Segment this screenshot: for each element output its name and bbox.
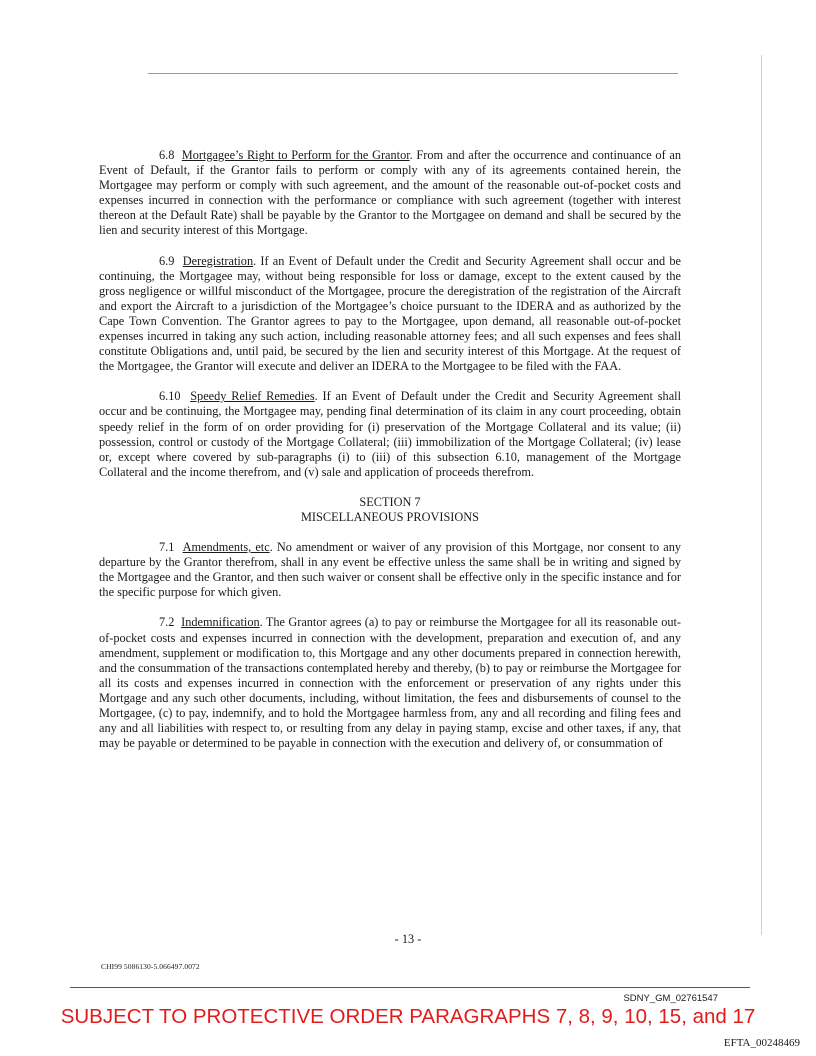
paragraph-heading: Mortgagee’s Right to Perform for the Grantor <box>181 148 410 162</box>
paragraph-body: . No amendment or waiver of any provision of this Mortgage, nor consent to any departure by the Grantor therefrom, shall in any event be effective unless the same shall be in writing and signed by the Mortgagee and the Grantor, and then such waiver or consent shall be effective only in the specific instance and for the specific purpose for which given. <box>99 540 681 600</box>
paragraph-6-9 <box>99 254 681 375</box>
paragraph-heading: Deregistration <box>182 253 254 268</box>
paragraph-number: 6.9 <box>159 253 175 268</box>
paragraph-number: 7.1 <box>159 540 175 555</box>
paragraph-number: 6.10 <box>159 389 181 404</box>
paragraph-body: . From and after the occurrence and continuance of an Event of Default, if the Grantor fails to perform or comply with any of its agreements contained herein, the Mortgagee may perform or comply with such agreement, and the amount of the reasonable out-of-pocket costs and expenses incurred in connection with the performance or compliance with such agreement (together with interest thereon at the Default Rate) shall be payable by the Grantor to the Mortgagee on demand and shall be secured by the lien and security interest of this Mortgage. <box>99 148 681 238</box>
bottom-rule <box>70 987 750 988</box>
section-number: SECTION 7 <box>359 494 421 509</box>
paragraph-heading: Speedy Relief Remedies <box>190 389 315 404</box>
paragraph-heading: Indemnification <box>181 615 260 630</box>
document-id: CHI99 5086130-5.066497.0072 <box>101 962 200 971</box>
top-rule <box>148 73 678 74</box>
paragraph-heading: Amendments, etc <box>182 540 270 555</box>
paragraph-body: . If an Event of Default under the Credit and Security Agreement shall occur and be continuing, the Mortgagee may, pending final determination of its claim in any court proceeding, obtain speedy relief in the form of on order providing for (i) preservation of the Mortgage Collateral and its value; (ii) possession, control or custody of the Mortgage Collateral; (iii) immobilization of the Mortgage Collateral; (iv) lease or, except where covered by sub-paragraphs (i) to (iii) of this subsection 6.10, management of the Mortgage Collateral and the income therefrom, and (v) sale and application of proceeds therefrom. <box>99 389 681 479</box>
paragraph-number: 7.2 <box>159 615 175 630</box>
document-body <box>99 148 681 766</box>
section-title: MISCELLANEOUS PROVISIONS <box>301 509 479 524</box>
paragraph-7-2 <box>99 615 681 751</box>
paragraph-body: . The Grantor agrees (a) to pay or reimburse the Mortgagee for all its reasonable out-of-pocket costs and expenses incurred in connection with the development, preparation and execution of, and any amendment, supplement or modification to, this Mortgage and any other documents prepared in connection herewith, and the consummation of the transactions contemplated hereby and thereby, (b) to pay or reimburse the Mortgagee for all its costs and expenses incurred in connection with the enforcement or preservation of any rights under this Mortgage and any such other documents, including, without limitation, the fees and disbursements of counsel to the Mortgagee, (c) to pay, indemnify, and to hold the Mortgagee harmless from, any and all recording and filing fees and any and all liabilities with respect to, or resulting from any delay in paying stamp, excise and other taxes, if any, that may be payable or determined to be payable in connection with the execution and delivery of, or consummation of <box>99 615 681 751</box>
page-number: - 13 - <box>394 932 422 946</box>
paragraph-6-8 <box>99 148 681 239</box>
bates-number: SDNY_GM_02761547 <box>623 993 718 1004</box>
paragraph-body: . If an Event of Default under the Credit and Security Agreement shall occur and be continuing, the Mortgagee may, without being responsible for loss or damage, except to the extent caused by the gross negligence or willful misconduct of the Mortgagee, procure the deregistration of the registration of the Aircraft and export the Aircraft to a jurisdiction of the Mortgagee’s choice pursuant to the IDERA and as authorized by the Cape Town Convention. The Grantor agrees to pay to the Mortgagee, upon demand, all reasonable out-of-pocket expenses incurred in taking any such action, including reasonable attorney fees; and all such expenses and fees shall constitute Obligations and, until paid, be secured by the lien and security interest of this Mortgage. At the request of the Mortgagee, the Grantor will execute and deliver an IDERA to the Mortgagee to be filed with the FAA. <box>99 253 681 374</box>
right-margin-rule <box>761 55 762 935</box>
paragraph-6-10 <box>99 389 681 480</box>
paragraph-7-1 <box>99 540 681 600</box>
protective-order-notice: SUBJECT TO PROTECTIVE ORDER PARAGRAPHS 7, 8, 9, 10, 15, and 17 <box>60 1005 756 1028</box>
section-heading <box>99 495 681 525</box>
efta-number: EFTA_00248469 <box>723 1037 800 1049</box>
paragraph-number: 6.8 <box>159 148 175 162</box>
